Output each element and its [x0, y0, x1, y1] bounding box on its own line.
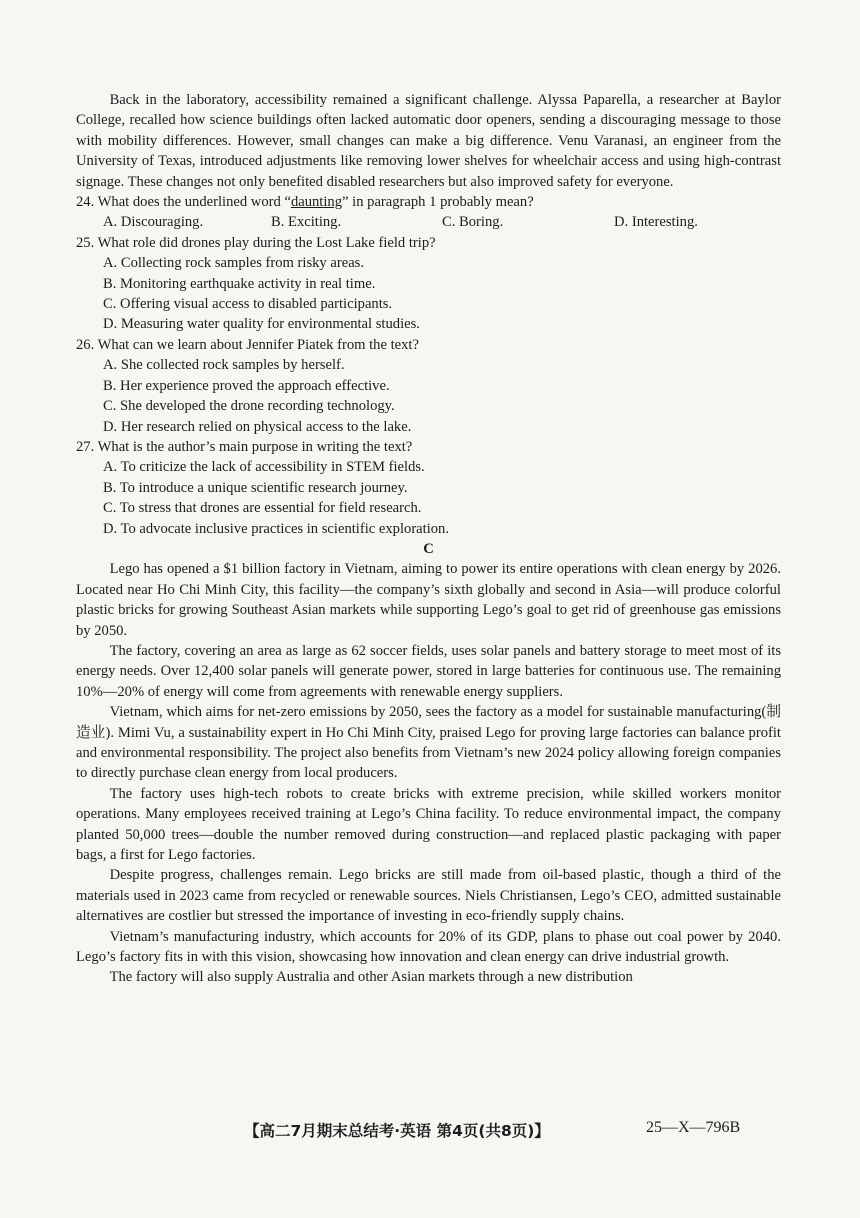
- passage-c-paragraph-3: Vietnam, which aims for net-zero emissions by 2050, sees the factory as a model for sustainable manufacturing(制造业). Mimi Vu, a sustainability expert in Ho Chi Minh City, praised Lego for proving large factories can balance profit and environmental responsibility. The project also benefits from Vietnam’s new 2024 policy allowing foreign companies to directly purchase clean energy from local producers.: [76, 704, 781, 782]
- option-d: D. Measuring water quality for environmental studies.: [103, 316, 420, 333]
- question-stem: 25. What role did drones play during the Lost Lake field trip?: [76, 234, 436, 251]
- question-stem: 27. What is the author’s main purpose in writing the text?: [76, 438, 413, 455]
- option-b: B. Monitoring earthquake activity in real time.: [103, 275, 376, 292]
- passage-b-final-paragraph: Back in the laboratory, accessibility remained a significant challenge. Alyssa Paparella, a researcher at Baylor College, recalled how science buildings often lacked automatic door openers, sending a discouraging message to those with mobility differences. However, small changes can make a big difference. Venu Varanasi, an engineer from the University of Texas, introduced adjustments like removing lower shelves for wheelchair access and using high-contrast signage. These changes not only benefited disabled researchers but also improved safety for everyone.: [76, 92, 781, 190]
- footer-exam-code: 25—X—796B: [646, 1119, 741, 1136]
- option-b: B. Exciting.: [271, 214, 342, 231]
- option-a: A. To criticize the lack of accessibility in STEM fields.: [103, 459, 425, 476]
- option-d: D. Her research relied on physical access to the lake.: [103, 418, 412, 435]
- option-b: B. Her experience proved the approach effective.: [103, 377, 390, 394]
- option-c: C. Offering visual access to disabled participants.: [103, 296, 393, 313]
- option-d: D. Interesting.: [614, 214, 698, 231]
- option-c: C. Boring.: [442, 214, 504, 231]
- option-a: A. Collecting rock samples from risky areas.: [103, 255, 364, 272]
- question-options: [103, 212, 781, 232]
- option-a: A. Discouraging.: [103, 214, 204, 231]
- option-a: A. She collected rock samples by herself.: [103, 357, 345, 374]
- question-25: [76, 233, 781, 335]
- section-heading-c: C: [423, 540, 434, 557]
- footer-title: 【高二7月期末总结考·英语 第4页(共8页)】: [244, 1122, 550, 1140]
- question-27: [76, 437, 781, 539]
- question-stem: 24. What does the underlined word “daunting” in paragraph 1 probably mean?: [76, 194, 534, 211]
- option-c: C. To stress that drones are essential for field research.: [103, 500, 422, 517]
- passage-c-paragraph-1: Lego has opened a $1 billion factory in Vietnam, aiming to power its entire operations with clean energy by 2026. Located near Ho Chi Minh City, this facility—the company’s sixth globally and second in Asia—will produce colorful plastic bricks for growing Southeast Asian markets while supporting Lego’s goal to get rid of greenhouse gas emissions by 2050.: [76, 561, 781, 639]
- option-c: C. She developed the drone recording technology.: [103, 398, 395, 415]
- option-b: B. To introduce a unique scientific research journey.: [103, 479, 408, 496]
- passage-c: [76, 559, 781, 988]
- passage-c-paragraph-7: The factory will also supply Australia and other Asian markets through a new distribution: [109, 969, 633, 986]
- passage-c-paragraph-6: Vietnam’s manufacturing industry, which accounts for 20% of its GDP, plans to phase out coal power by 2040. Lego’s factory fits in with this vision, showcasing how innovation and clean energy can drive industrial growth.: [76, 928, 781, 966]
- option-d: D. To advocate inclusive practices in scientific exploration.: [103, 520, 450, 537]
- passage-c-paragraph-4: The factory uses high-tech robots to create bricks with extreme precision, while skilled workers monitor operations. Many employees received training at Lego’s China facility. To reduce environmental impact, the company planted 50,000 trees—double the number removed during construction—and replaced plastic packaging with paper bags, a first for Lego factories.: [76, 785, 781, 864]
- passage-c-paragraph-5: Despite progress, challenges remain. Lego bricks are still made from oil-based plastic, though a third of the materials used in 2023 came from recycled or renewable sources. Niels Christiansen, Lego’s CEO, admitted sustainable alternatives are costlier but stressed the importance of investing in eco-friendly supply chains.: [76, 867, 781, 925]
- question-24: [76, 192, 781, 233]
- passage-c-paragraph-2: The factory, covering an area as large as 62 soccer fields, uses solar panels and battery storage to meet most of its energy needs. Over 12,400 solar panels will generate power, stored in large batteries for continuous use. The remaining 10%—20% of energy will come from agreements with renewable energy suppliers.: [76, 642, 781, 700]
- underlined-word: daunting: [290, 194, 343, 211]
- question-26: [76, 335, 781, 437]
- page-content: [76, 90, 781, 988]
- question-stem: 26. What can we learn about Jennifer Piatek from the text?: [76, 336, 419, 353]
